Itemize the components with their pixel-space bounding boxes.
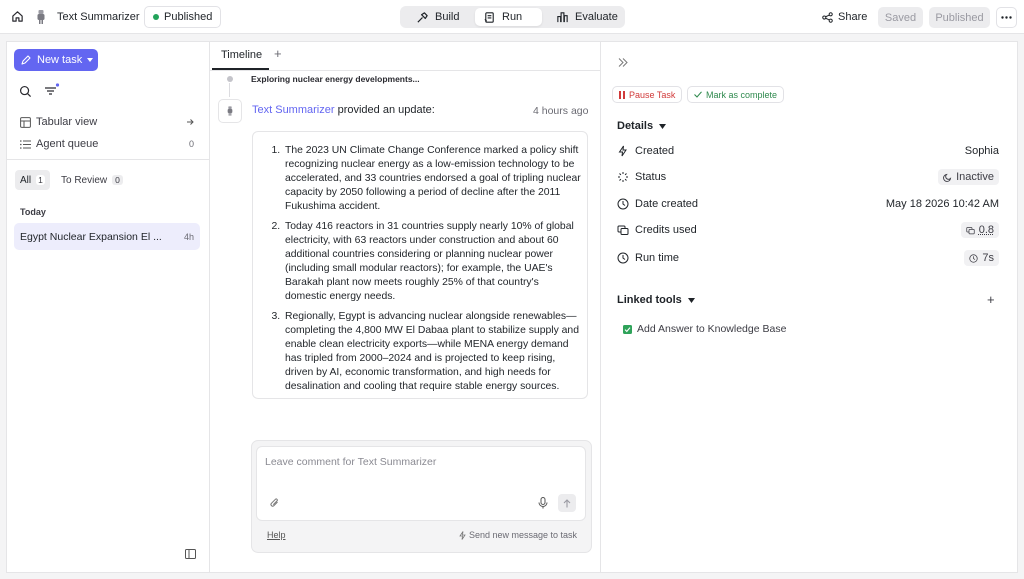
coins-icon: [617, 224, 629, 236]
credits-used-label: Credits used: [635, 224, 697, 236]
add-tab-button[interactable]: +: [274, 46, 282, 61]
chart-icon: [556, 11, 569, 24]
top-bar: [0, 0, 1024, 34]
status-chip: [938, 169, 999, 185]
created-value: Sophia: [964, 145, 999, 157]
send-hint-label: Send new message to task: [469, 530, 578, 540]
run-time-chip: [964, 250, 999, 266]
credits-used-value: 0.8: [978, 224, 994, 236]
previous-entry-text[interactable]: Exploring nuclear energy developments...: [251, 74, 420, 84]
status-label: Status: [635, 171, 667, 183]
detail-row-date-created: [617, 194, 999, 214]
collapse-panel-icon[interactable]: [618, 58, 628, 67]
filter-icon[interactable]: [44, 83, 60, 97]
update-header-text: provided an update:: [334, 104, 435, 116]
update-list: [266, 144, 582, 400]
lightning-icon: [617, 145, 629, 157]
collapse-sidebar-icon[interactable]: [185, 549, 196, 559]
update-author-link[interactable]: Text Summarizer: [252, 104, 335, 116]
ellipsis-icon: [1001, 16, 1012, 19]
caret-down-icon: [659, 124, 666, 129]
detail-row-credits: [617, 220, 999, 240]
task-list-item[interactable]: [14, 223, 200, 250]
tool-checkbox-icon: [623, 325, 632, 334]
update-time: 4 hours ago: [533, 105, 589, 117]
date-created-value: May 18 2026 10:42 AM: [885, 198, 999, 210]
update-header: [252, 104, 435, 116]
pause-icon: [619, 91, 625, 99]
task-title: Egypt Nuclear Expansion El ...: [20, 230, 162, 243]
sidebar-divider: [6, 159, 209, 160]
mark-complete-label: Mark as complete: [706, 89, 778, 100]
share-button[interactable]: [822, 11, 867, 23]
share-label: Share: [838, 11, 868, 23]
app-title: Text Summarizer: [57, 11, 140, 23]
details-section-toggle[interactable]: [617, 120, 666, 132]
agent-avatar-icon: [35, 9, 47, 25]
send-button[interactable]: [558, 494, 576, 512]
agent-queue-count: 0: [188, 139, 194, 149]
clock-icon: [969, 254, 978, 263]
date-created-label: Date created: [635, 198, 698, 210]
mode-switcher: [400, 6, 625, 28]
tab-build[interactable]: [408, 8, 467, 26]
update-item: 3. Regionally, Egypt is advancing nuclear alongside renewables—completing the 4,800 MW El Dabaa plant to stabilize supply and enable clean electricity exports—while MENA energy demand has tripled from 2000–2024 and is projected to keep rising, driven by AI, economic transformation, and high needs for desalination and cooling that require stable energy sources.: [283, 310, 582, 394]
list-icon: [20, 139, 31, 150]
caret-down-icon[interactable]: [87, 58, 93, 62]
filter-to-review-tab[interactable]: [61, 170, 123, 190]
new-task-label: New task: [37, 54, 83, 66]
filter-all-tab[interactable]: [15, 170, 50, 190]
saved-button[interactable]: Saved: [878, 7, 923, 28]
tabular-view-label: Tabular view: [36, 116, 98, 128]
agent-queue-label: Agent queue: [36, 138, 99, 150]
pause-task-label: Pause Task: [629, 89, 676, 100]
filter-review-count: 0: [112, 175, 123, 185]
table-icon: [20, 117, 31, 128]
tab-run-label: Run: [502, 11, 523, 23]
hammer-icon: [416, 11, 429, 24]
linked-tools-toggle[interactable]: [617, 294, 695, 306]
loader-icon: [617, 171, 629, 183]
edit-icon: [20, 54, 32, 66]
tab-run[interactable]: [475, 8, 542, 26]
run-time-label: Run time: [635, 252, 680, 264]
timeline-line: [229, 83, 230, 97]
task-age: 4h: [183, 231, 194, 242]
tab-evaluate-label: Evaluate: [575, 11, 618, 23]
tab-evaluate[interactable]: [548, 8, 626, 26]
update-item: 1. The 2023 UN Climate Change Conference marked a policy shift recognizing nuclear energy as a low-emission technology to be accelerated, and 33 countries endorsed a goal of tripling nuclear capacity by 2050 following a period of decline after the 2011 Fukushima accident.: [283, 144, 582, 214]
send-new-message-hint[interactable]: [459, 530, 577, 540]
share-icon: [822, 12, 833, 23]
detail-row-status: [617, 167, 999, 187]
filter-all-label: All: [20, 174, 32, 186]
published-status-badge[interactable]: [144, 6, 221, 28]
status-value: Inactive: [956, 171, 994, 183]
linked-tools-label: Linked tools: [617, 294, 682, 306]
created-label: Created: [635, 145, 675, 157]
status-text: Published: [164, 11, 213, 23]
details-section-label: Details: [617, 120, 654, 132]
clock-icon: [617, 252, 629, 264]
group-label-today: Today: [20, 207, 46, 217]
linked-tool-label: Add Answer to Knowledge Base: [637, 323, 787, 335]
run-time-value: 7s: [982, 252, 994, 264]
check-icon: [694, 91, 702, 98]
linked-tool-item[interactable]: [623, 323, 786, 335]
search-icon[interactable]: [19, 85, 32, 98]
status-dot: [153, 14, 159, 20]
arrow-right-icon: [186, 118, 194, 126]
tab-timeline[interactable]: Timeline: [221, 49, 263, 61]
detail-row-created: [617, 141, 999, 161]
clock-icon: [617, 198, 629, 210]
arrow-up-icon: [563, 499, 571, 508]
microphone-icon[interactable]: [538, 497, 548, 509]
coins-icon: [966, 226, 975, 235]
moon-icon: [943, 173, 952, 182]
pause-task-button[interactable]: [612, 86, 682, 103]
new-task-button[interactable]: [14, 49, 98, 71]
update-item: 2. Today 416 reactors in 31 countries supply nearly 10% of global electricity, with 63 reactors under construction and about 60 additional countries considering or planning nuclear power (including small modular reactors); for example, the UAE's Barakah plant now meets roughly 25% of that country's domestic energy needs.: [283, 220, 582, 304]
home-icon[interactable]: [11, 10, 24, 23]
credits-chip[interactable]: [961, 222, 999, 238]
run-icon: [483, 11, 496, 24]
help-link[interactable]: Help: [267, 530, 286, 540]
detail-row-runtime: [617, 248, 999, 268]
tab-build-label: Build: [435, 11, 460, 23]
filter-all-count: 1: [38, 175, 43, 185]
comment-placeholder: Leave comment for Text Summarizer: [265, 456, 437, 468]
timeline-dot: [227, 76, 233, 82]
add-linked-tool-button[interactable]: +: [987, 292, 995, 307]
more-options-button[interactable]: [996, 7, 1017, 28]
agent-queue-link[interactable]: [20, 137, 194, 151]
tabular-view-link[interactable]: [20, 115, 194, 129]
timeline-tab-divider: [210, 70, 600, 71]
caret-down-icon: [688, 298, 695, 303]
filter-review-label: To Review: [61, 174, 108, 186]
attach-icon[interactable]: [269, 497, 280, 509]
mark-complete-button[interactable]: [687, 86, 784, 103]
published-button[interactable]: Published: [929, 7, 990, 28]
agent-avatar: [218, 99, 242, 123]
lightning-icon: [459, 531, 466, 540]
